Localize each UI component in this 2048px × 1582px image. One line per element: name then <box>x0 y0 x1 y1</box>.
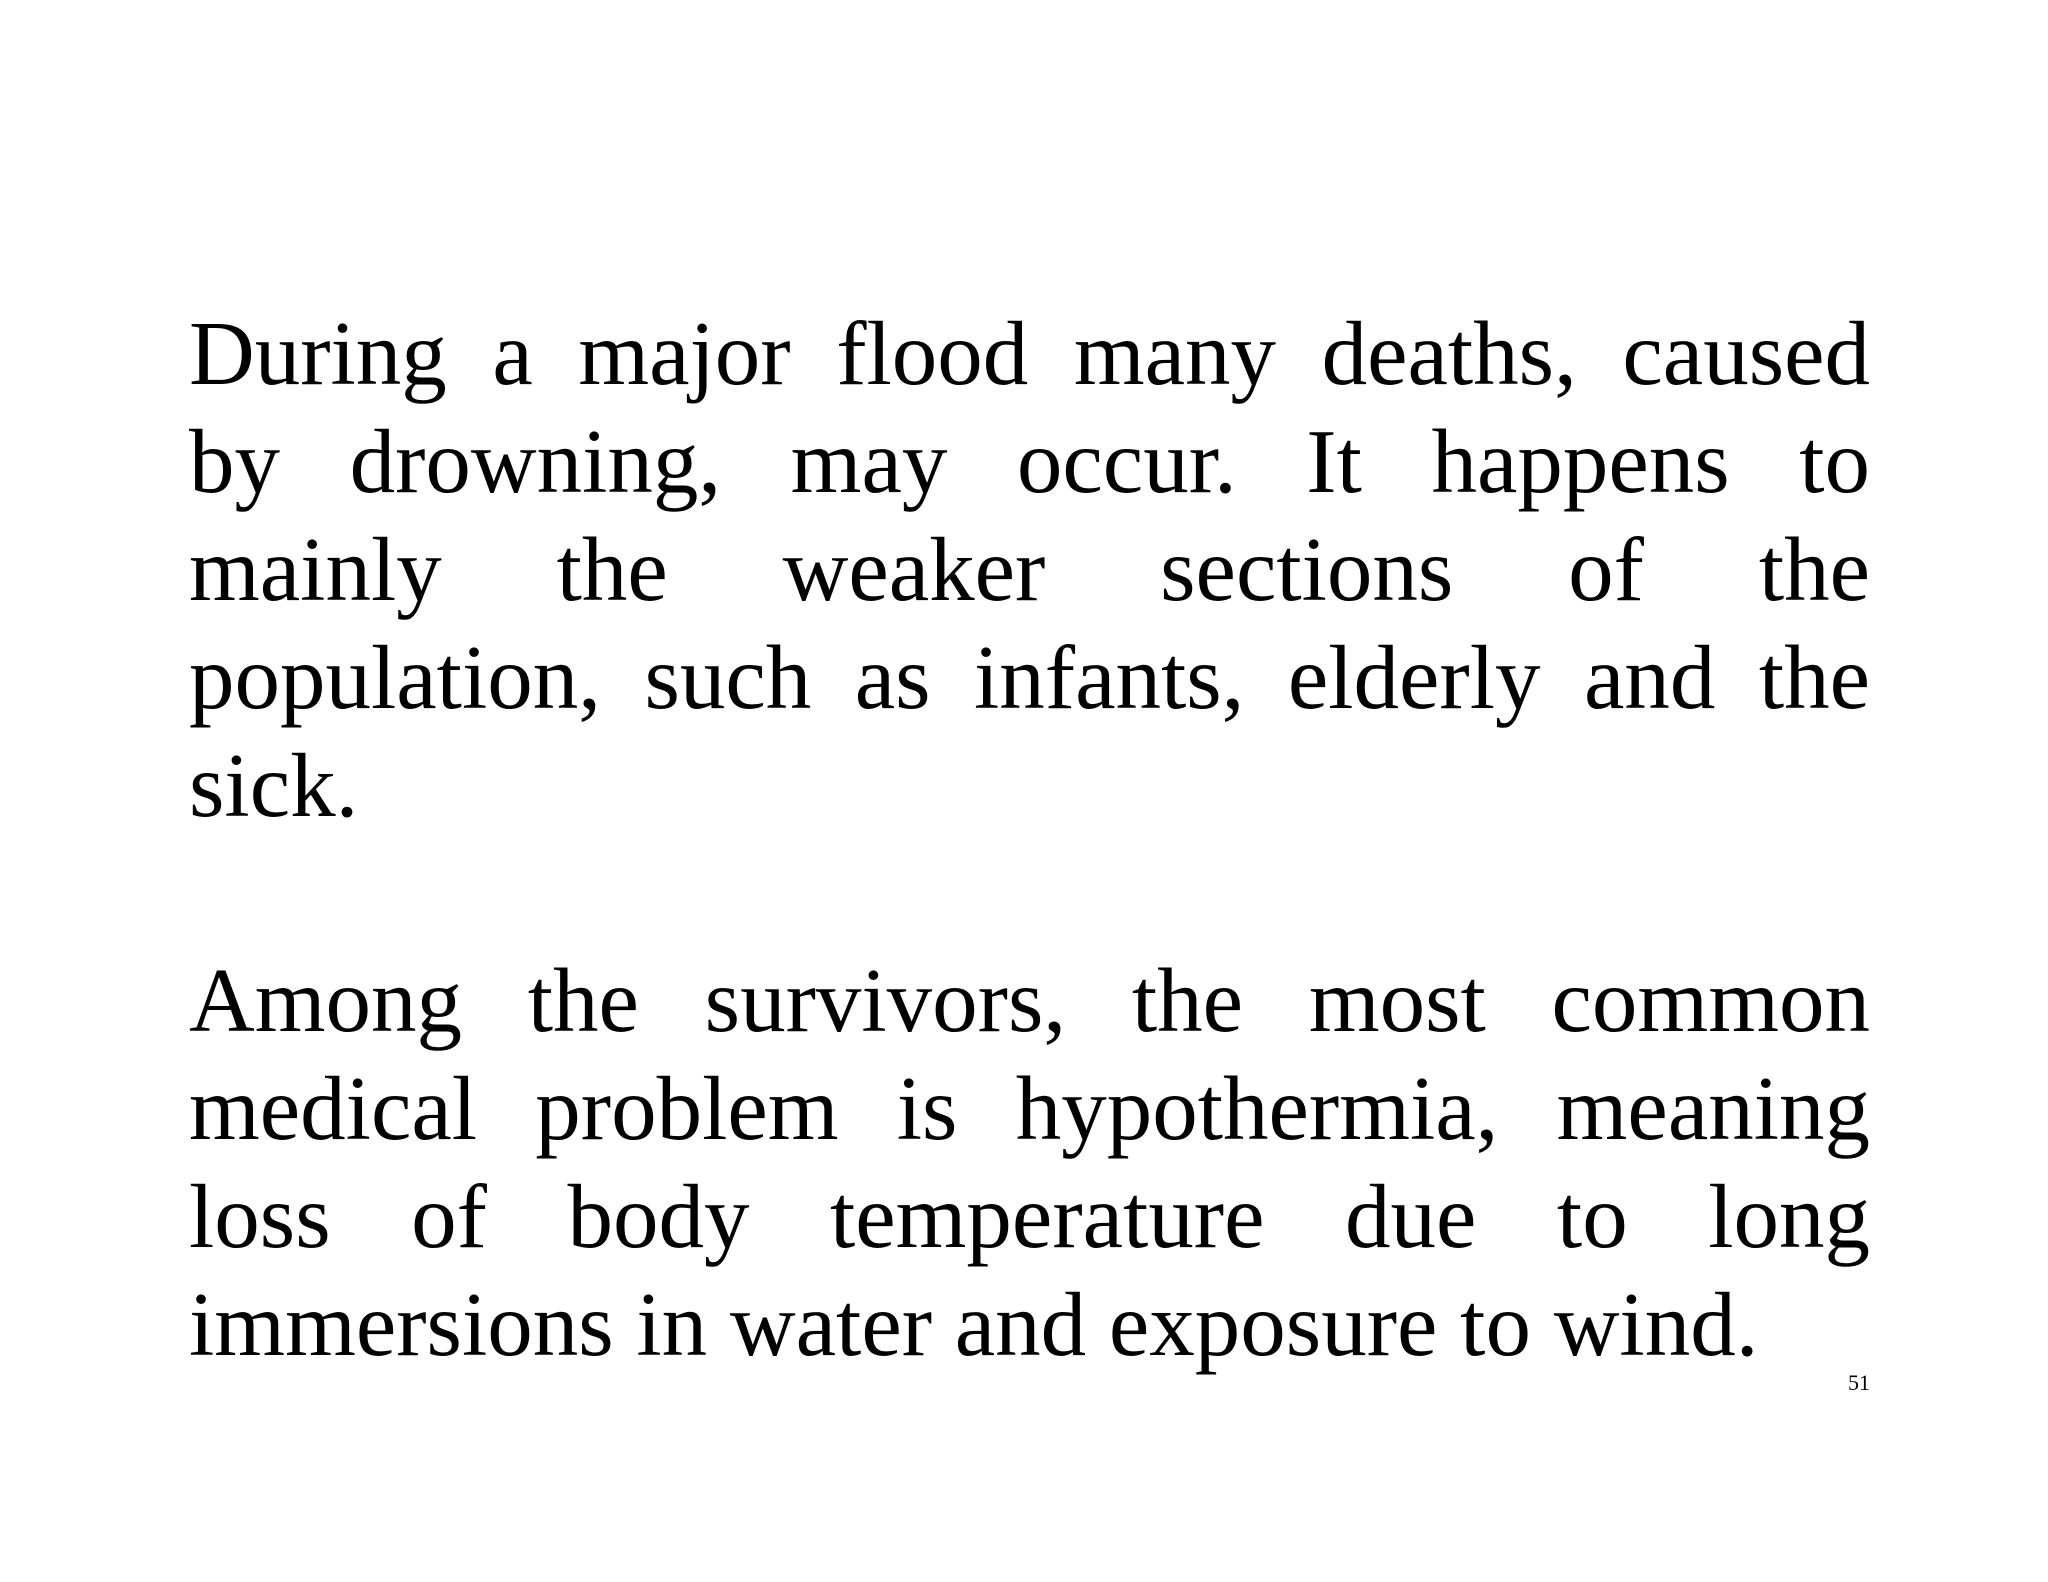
page-number: 51 <box>1848 1370 1870 1395</box>
line-text: medical problem is hypothermia, meaning <box>189 1058 1870 1159</box>
paragraph-line <box>189 1163 1870 1271</box>
line-text: sick. <box>189 735 359 836</box>
paragraph-line <box>189 408 1870 516</box>
line-text: by drowning, may occur. It happens to <box>189 411 1870 512</box>
paragraph-line <box>189 1271 1870 1379</box>
line-text: During a major flood many deaths, caused <box>189 303 1870 404</box>
paragraph-line <box>189 1055 1870 1163</box>
line-text: immersions in water and exposure to wind. <box>189 1274 1759 1375</box>
paragraph-line <box>189 624 1870 732</box>
line-text: mainly the weaker sections of the <box>189 519 1870 620</box>
line-text: population, such as infants, elderly and the <box>189 627 1870 728</box>
line-text: Among the survivors, the most common <box>189 950 1870 1051</box>
paragraph-line <box>189 300 1870 408</box>
paragraph-line <box>189 732 1870 840</box>
paragraph-hypothermia <box>189 947 1870 1379</box>
paragraph-flood-deaths <box>189 300 1870 840</box>
line-text: loss of body temperature due to long <box>189 1166 1870 1267</box>
paragraph-line <box>189 516 1870 624</box>
paragraph-line <box>189 947 1870 1055</box>
